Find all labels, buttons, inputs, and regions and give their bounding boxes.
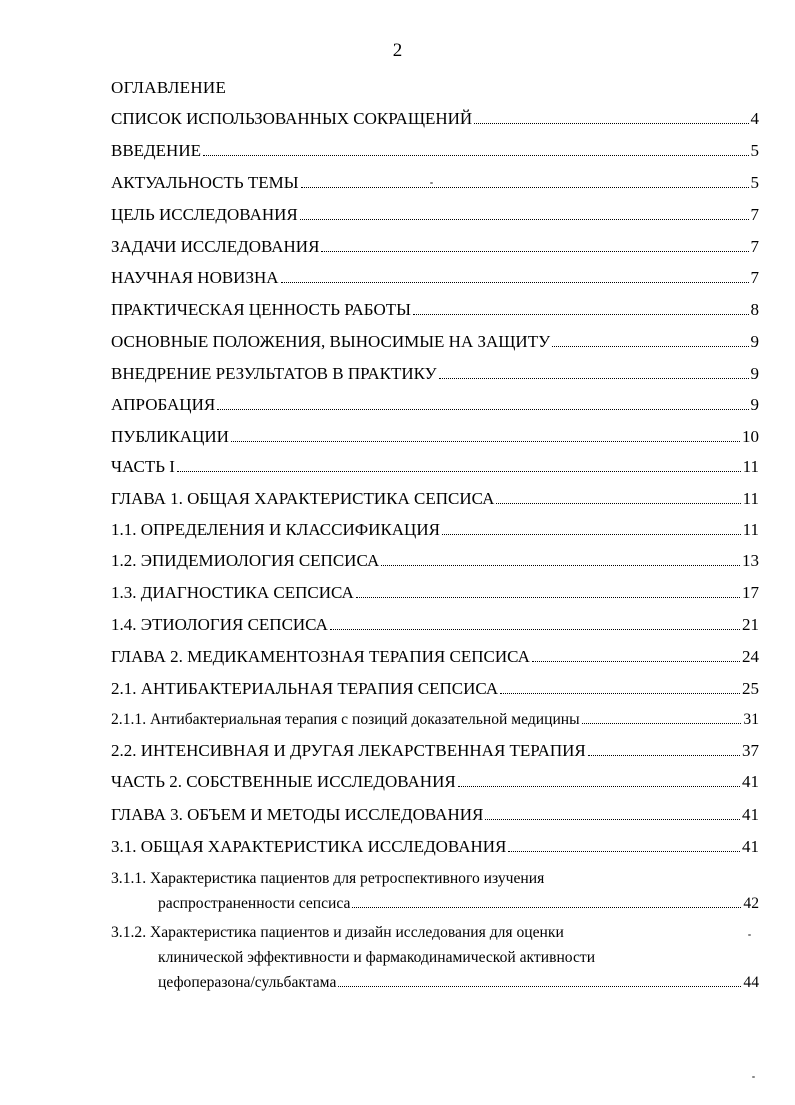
scan-mark [752, 1076, 755, 1078]
scan-mark [748, 934, 751, 936]
toc-entry-label: СПИСОК ИСПОЛЬЗОВАННЫХ СОКРАЩЕНИЙ [111, 109, 473, 128]
toc-entry-page: 7 [750, 205, 759, 224]
toc-entry[interactable] [111, 235, 759, 259]
toc-entry[interactable] [111, 708, 759, 732]
toc-entry[interactable] [111, 803, 759, 827]
toc-dot-leader [442, 533, 741, 535]
toc-entry[interactable] [111, 613, 759, 637]
toc-entry-label: ВНЕДРЕНИЕ РЕЗУЛЬТАТОВ В ПРАКТИКУ [111, 364, 437, 383]
toc-entry[interactable] [111, 518, 759, 542]
toc-entry[interactable] [111, 770, 759, 794]
toc-entry[interactable] [111, 581, 759, 605]
toc-entry[interactable] [111, 425, 759, 449]
toc-entry-multiline[interactable] [111, 920, 759, 995]
toc-dot-leader [413, 313, 749, 315]
toc-entry[interactable] [111, 107, 759, 131]
toc-entry[interactable] [111, 455, 759, 479]
toc-dot-leader [217, 408, 748, 410]
toc-dot-leader [321, 250, 748, 252]
toc-title: ОГЛАВЛЕНИЕ [111, 78, 227, 97]
toc-entry-page: 24 [742, 647, 759, 666]
toc-entry-label: ГЛАВА 3. ОБЪЕМ И МЕТОДЫ ИССЛЕДОВАНИЯ [111, 805, 484, 824]
toc-dot-leader [458, 785, 740, 787]
toc-entry-label: ГЛАВА 2. МЕДИКАМЕНТОЗНАЯ ТЕРАПИЯ СЕПСИСА [111, 647, 530, 666]
toc-entry[interactable] [111, 393, 759, 417]
toc-entry-page: 11 [742, 520, 759, 539]
toc-entry-label: ГЛАВА 1. ОБЩАЯ ХАРАКТЕРИСТИКА СЕПСИСА [111, 489, 495, 508]
toc-entry-page: 9 [750, 364, 759, 383]
toc-entry-label-line: распространенности сепсиса [158, 895, 351, 912]
toc-entry-label: ВВЕДЕНИЕ [111, 141, 201, 160]
toc-dot-leader [338, 985, 741, 987]
toc-dot-leader [552, 345, 748, 347]
toc-entry-multiline[interactable] [111, 866, 759, 916]
toc-entry-label-line: 3.1.2. Характеристика пациентов и дизайн исследования для оценки [111, 924, 564, 941]
toc-entry[interactable] [111, 171, 759, 195]
toc-entry-page: 8 [750, 300, 759, 319]
toc-entry-label: 1.3. ДИАГНОСТИКА СЕПСИСА [111, 583, 354, 602]
toc-entry-page: 31 [743, 711, 759, 728]
toc-entry-page: 7 [750, 237, 759, 256]
toc-entry-page: 9 [750, 332, 759, 351]
toc-entry[interactable] [111, 739, 759, 763]
toc-dot-leader [381, 564, 740, 566]
toc-entry-page: 41 [742, 805, 759, 824]
toc-entry-page: 17 [742, 583, 759, 602]
toc-entry[interactable] [111, 330, 759, 354]
toc-entry-label: 1.2. ЭПИДЕМИОЛОГИЯ СЕПСИСА [111, 551, 380, 570]
toc-dot-leader [500, 692, 740, 694]
toc-dot-leader [582, 722, 742, 724]
toc-entry[interactable] [111, 203, 759, 227]
toc-entry-page: 5 [750, 173, 759, 192]
toc-dot-leader [356, 596, 740, 598]
toc-entry-page: 4 [750, 109, 759, 128]
toc-entry-page: 42 [743, 895, 759, 912]
toc-entry-label: НАУЧНАЯ НОВИЗНА [111, 268, 279, 287]
toc-entry-page: 7 [750, 268, 759, 287]
toc-entry-label: ПРАКТИЧЕСКАЯ ЦЕННОСТЬ РАБОТЫ [111, 300, 411, 319]
toc-entry-label: АПРОБАЦИЯ [111, 395, 216, 414]
scan-mark [430, 182, 433, 184]
toc-dot-leader [301, 186, 749, 188]
toc-entry[interactable] [111, 487, 759, 511]
toc-entry-page: 13 [742, 551, 759, 570]
toc-entry-label: 2.1. АНТИБАКТЕРИАЛЬНАЯ ТЕРАПИЯ СЕПСИСА [111, 679, 499, 698]
toc-entry-label: 2.1.1. Антибактериальная терапия с позиций доказательной медицины [111, 711, 580, 728]
toc-entry-label: 1.1. ОПРЕДЕЛЕНИЯ И КЛАССИФИКАЦИЯ [111, 520, 440, 539]
toc-dot-leader [281, 281, 749, 283]
toc-entry-label-line: клинической эффективности и фармакодинамической активности [158, 949, 596, 966]
toc-entry[interactable] [111, 835, 759, 859]
toc-entry-label: 2.2. ИНТЕНСИВНАЯ И ДРУГАЯ ЛЕКАРСТВЕННАЯ ТЕРАПИЯ [111, 741, 586, 760]
toc-entry-page: 11 [742, 457, 759, 476]
toc-entry[interactable] [111, 677, 759, 701]
toc-dot-leader [474, 122, 748, 124]
toc-entry-page: 5 [750, 141, 759, 160]
toc-entry-page: 11 [742, 489, 759, 508]
toc-dot-leader [508, 850, 740, 852]
toc-entry-label: ЧАСТЬ I [111, 457, 175, 476]
toc-entry-page: 37 [742, 741, 759, 760]
toc-entry-label: ЦЕЛЬ ИССЛЕДОВАНИЯ [111, 205, 298, 224]
toc-dot-leader [203, 154, 749, 156]
toc-entry-page: 41 [742, 837, 759, 856]
toc-entry-label: ЧАСТЬ 2. СОБСТВЕННЫЕ ИССЛЕДОВАНИЯ [111, 772, 456, 791]
toc-dot-leader [496, 502, 740, 504]
toc-entry-page: 9 [750, 395, 759, 414]
toc-dot-leader [532, 660, 740, 662]
toc-dot-leader [352, 906, 741, 908]
toc-dot-leader [300, 218, 749, 220]
toc-entry-label: 1.4. ЭТИОЛОГИЯ СЕПСИСА [111, 615, 328, 634]
toc-entry[interactable] [111, 298, 759, 322]
toc-entry[interactable] [111, 362, 759, 386]
toc-entry-label: ОСНОВНЫЕ ПОЛОЖЕНИЯ, ВЫНОСИМЫЕ НА ЗАЩИТУ [111, 332, 551, 351]
toc-entry-label: 3.1. ОБЩАЯ ХАРАКТЕРИСТИКА ИССЛЕДОВАНИЯ [111, 837, 507, 856]
page-number: 2 [392, 40, 403, 61]
toc-dot-leader [588, 754, 740, 756]
toc-entry-label: АКТУАЛЬНОСТЬ ТЕМЫ [111, 173, 299, 192]
toc-dot-leader [439, 377, 749, 379]
toc-dot-leader [177, 470, 741, 472]
toc-dot-leader [485, 818, 740, 820]
toc-dot-leader [330, 628, 740, 630]
toc-entry-page: 44 [743, 974, 759, 991]
toc-entry-page: 41 [742, 772, 759, 791]
toc-entry-page: 10 [742, 427, 759, 446]
toc-entry-page: 21 [742, 615, 759, 634]
toc-entry-page: 25 [742, 679, 759, 698]
toc-entry-label-line: цефоперазона/сульбактама [158, 974, 337, 991]
toc-entry-label: ПУБЛИКАЦИИ [111, 427, 229, 446]
toc-dot-leader [231, 440, 740, 442]
toc-entry[interactable] [111, 139, 759, 163]
toc-entry-label-line: 3.1.1. Характеристика пациентов для ретроспективного изучения [111, 870, 545, 887]
toc-entry[interactable] [111, 549, 759, 573]
toc-entry[interactable] [111, 266, 759, 290]
toc-entry-label: ЗАДАЧИ ИССЛЕДОВАНИЯ [111, 237, 320, 256]
toc-entry[interactable] [111, 645, 759, 669]
